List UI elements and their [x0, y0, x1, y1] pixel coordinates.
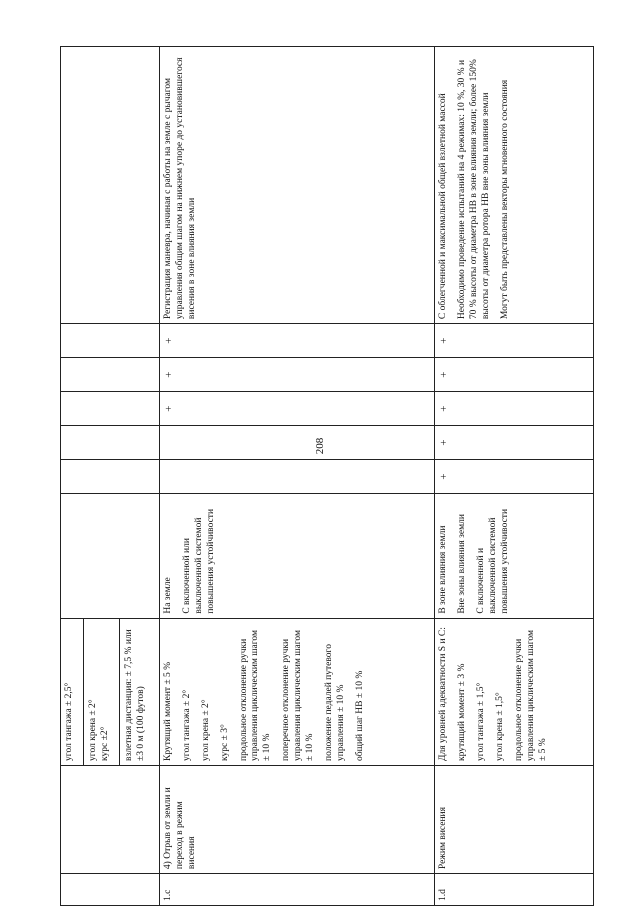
level-mark: + [160, 358, 435, 392]
level-mark [160, 460, 435, 494]
level-mark: + [435, 426, 594, 460]
level-mark: + [435, 392, 594, 426]
level-mark: + [435, 460, 594, 494]
tolerance-item: Для уровней адекватности S и C: [438, 627, 449, 761]
tolerance-item: курс ±2° [99, 726, 110, 761]
level-mark: + [160, 392, 435, 426]
tolerance-item: угол тангажа ± 2,5° [64, 682, 74, 761]
tolerance-item: угол тангажа ± 2° [181, 689, 192, 761]
remark-item: Могут быть представлены векторы мгновенного состояния [499, 79, 510, 320]
condition-item: В зоне влияния земли [438, 525, 449, 614]
cell-tolerances-top [61, 618, 160, 765]
table-row-1c [160, 47, 435, 906]
cell-mark-empty [61, 460, 160, 494]
remark-item: Необходимо проведение испытаний на 4 режимах: 10 %, 30 % и 70 % высоты от диаметра НВ в зоне влияния земли; более 150% высоты от диаметра ротора НВ вне зоны влияния земли [457, 59, 492, 320]
tolerance-item: угол тангажа ± 1,5° [476, 682, 487, 761]
table-row-continuation [61, 47, 160, 906]
tolerance-item: курс ± 3° [219, 724, 230, 761]
cell-mark-empty [61, 426, 160, 460]
cell-mark-empty [61, 392, 160, 426]
cell-mark-empty [61, 324, 160, 358]
table-row-1d [435, 47, 594, 906]
condition-item: На земле [163, 577, 173, 614]
tolerance-item: положение педалей путевого управления ± 10 % [323, 644, 346, 761]
tolerance-item: продольное отклонение ручки управления циклическим шагом ± 10 % [238, 629, 273, 761]
condition-item: С включенной или выключенной системой повышения устойчивости [181, 508, 216, 614]
test-name: 4) Отрыв от земли и переход в режим висения [160, 765, 435, 873]
condition-item: Вне зоны влияния земли [457, 514, 468, 614]
level-mark: + [435, 358, 594, 392]
level-mark [160, 426, 435, 460]
cell-remarks-empty [61, 47, 160, 324]
cell-test-empty [61, 765, 160, 873]
condition-item: С включенной и выключенной системой повышения устойчивости [476, 508, 510, 614]
row-number: 1.d [435, 874, 594, 906]
cell-conditions [160, 494, 435, 619]
cell-mark-empty [61, 358, 160, 392]
page-number: 208 [314, 437, 326, 455]
remark-item: С облегченной и максимальной общей взлетной массой [438, 93, 449, 320]
tolerance-item: поперечное отклонение ручки управления циклическим шагом ± 10 % [281, 629, 315, 761]
cell-conditions [435, 494, 594, 619]
cell-remarks [435, 47, 594, 324]
level-mark: + [160, 324, 435, 358]
cell-tolerances [160, 618, 435, 765]
tolerance-item: угол крена ± 2° [200, 699, 211, 761]
tolerance-item: общий шаг НВ ± 10 % [354, 670, 365, 761]
test-requirements-table [60, 46, 594, 906]
tolerance-item: взлетная дистанция: ± 7,5 % или ±3 0 м (100 футов) [123, 629, 146, 761]
tolerance-item: продольное отклонение ручки управления циклическим шагом ± 5 % [513, 629, 548, 761]
tolerance-item: угол крена ± 2° [87, 699, 98, 761]
rotated-table-sheet [60, 46, 640, 901]
remark-item: Регистрация маневра, начиная с работы на земле с рычагом управления общим шагом на нижнем упоре до установившегося висения в зоне влияния земли [163, 57, 197, 320]
cell-number-empty [61, 874, 160, 906]
cell-tolerances [435, 618, 594, 765]
row-number: 1.c [160, 874, 435, 906]
cell-remarks [160, 47, 435, 324]
tolerance-item: угол крена ± 1,5° [495, 692, 506, 761]
cell-conditions-empty [61, 494, 160, 619]
tolerance-item: крутящий момент ± 3 % [457, 663, 468, 761]
level-mark: + [435, 324, 594, 358]
tolerance-item: Крутящий момент ± 5 % [163, 661, 173, 761]
test-name: Режим висения [435, 765, 594, 873]
